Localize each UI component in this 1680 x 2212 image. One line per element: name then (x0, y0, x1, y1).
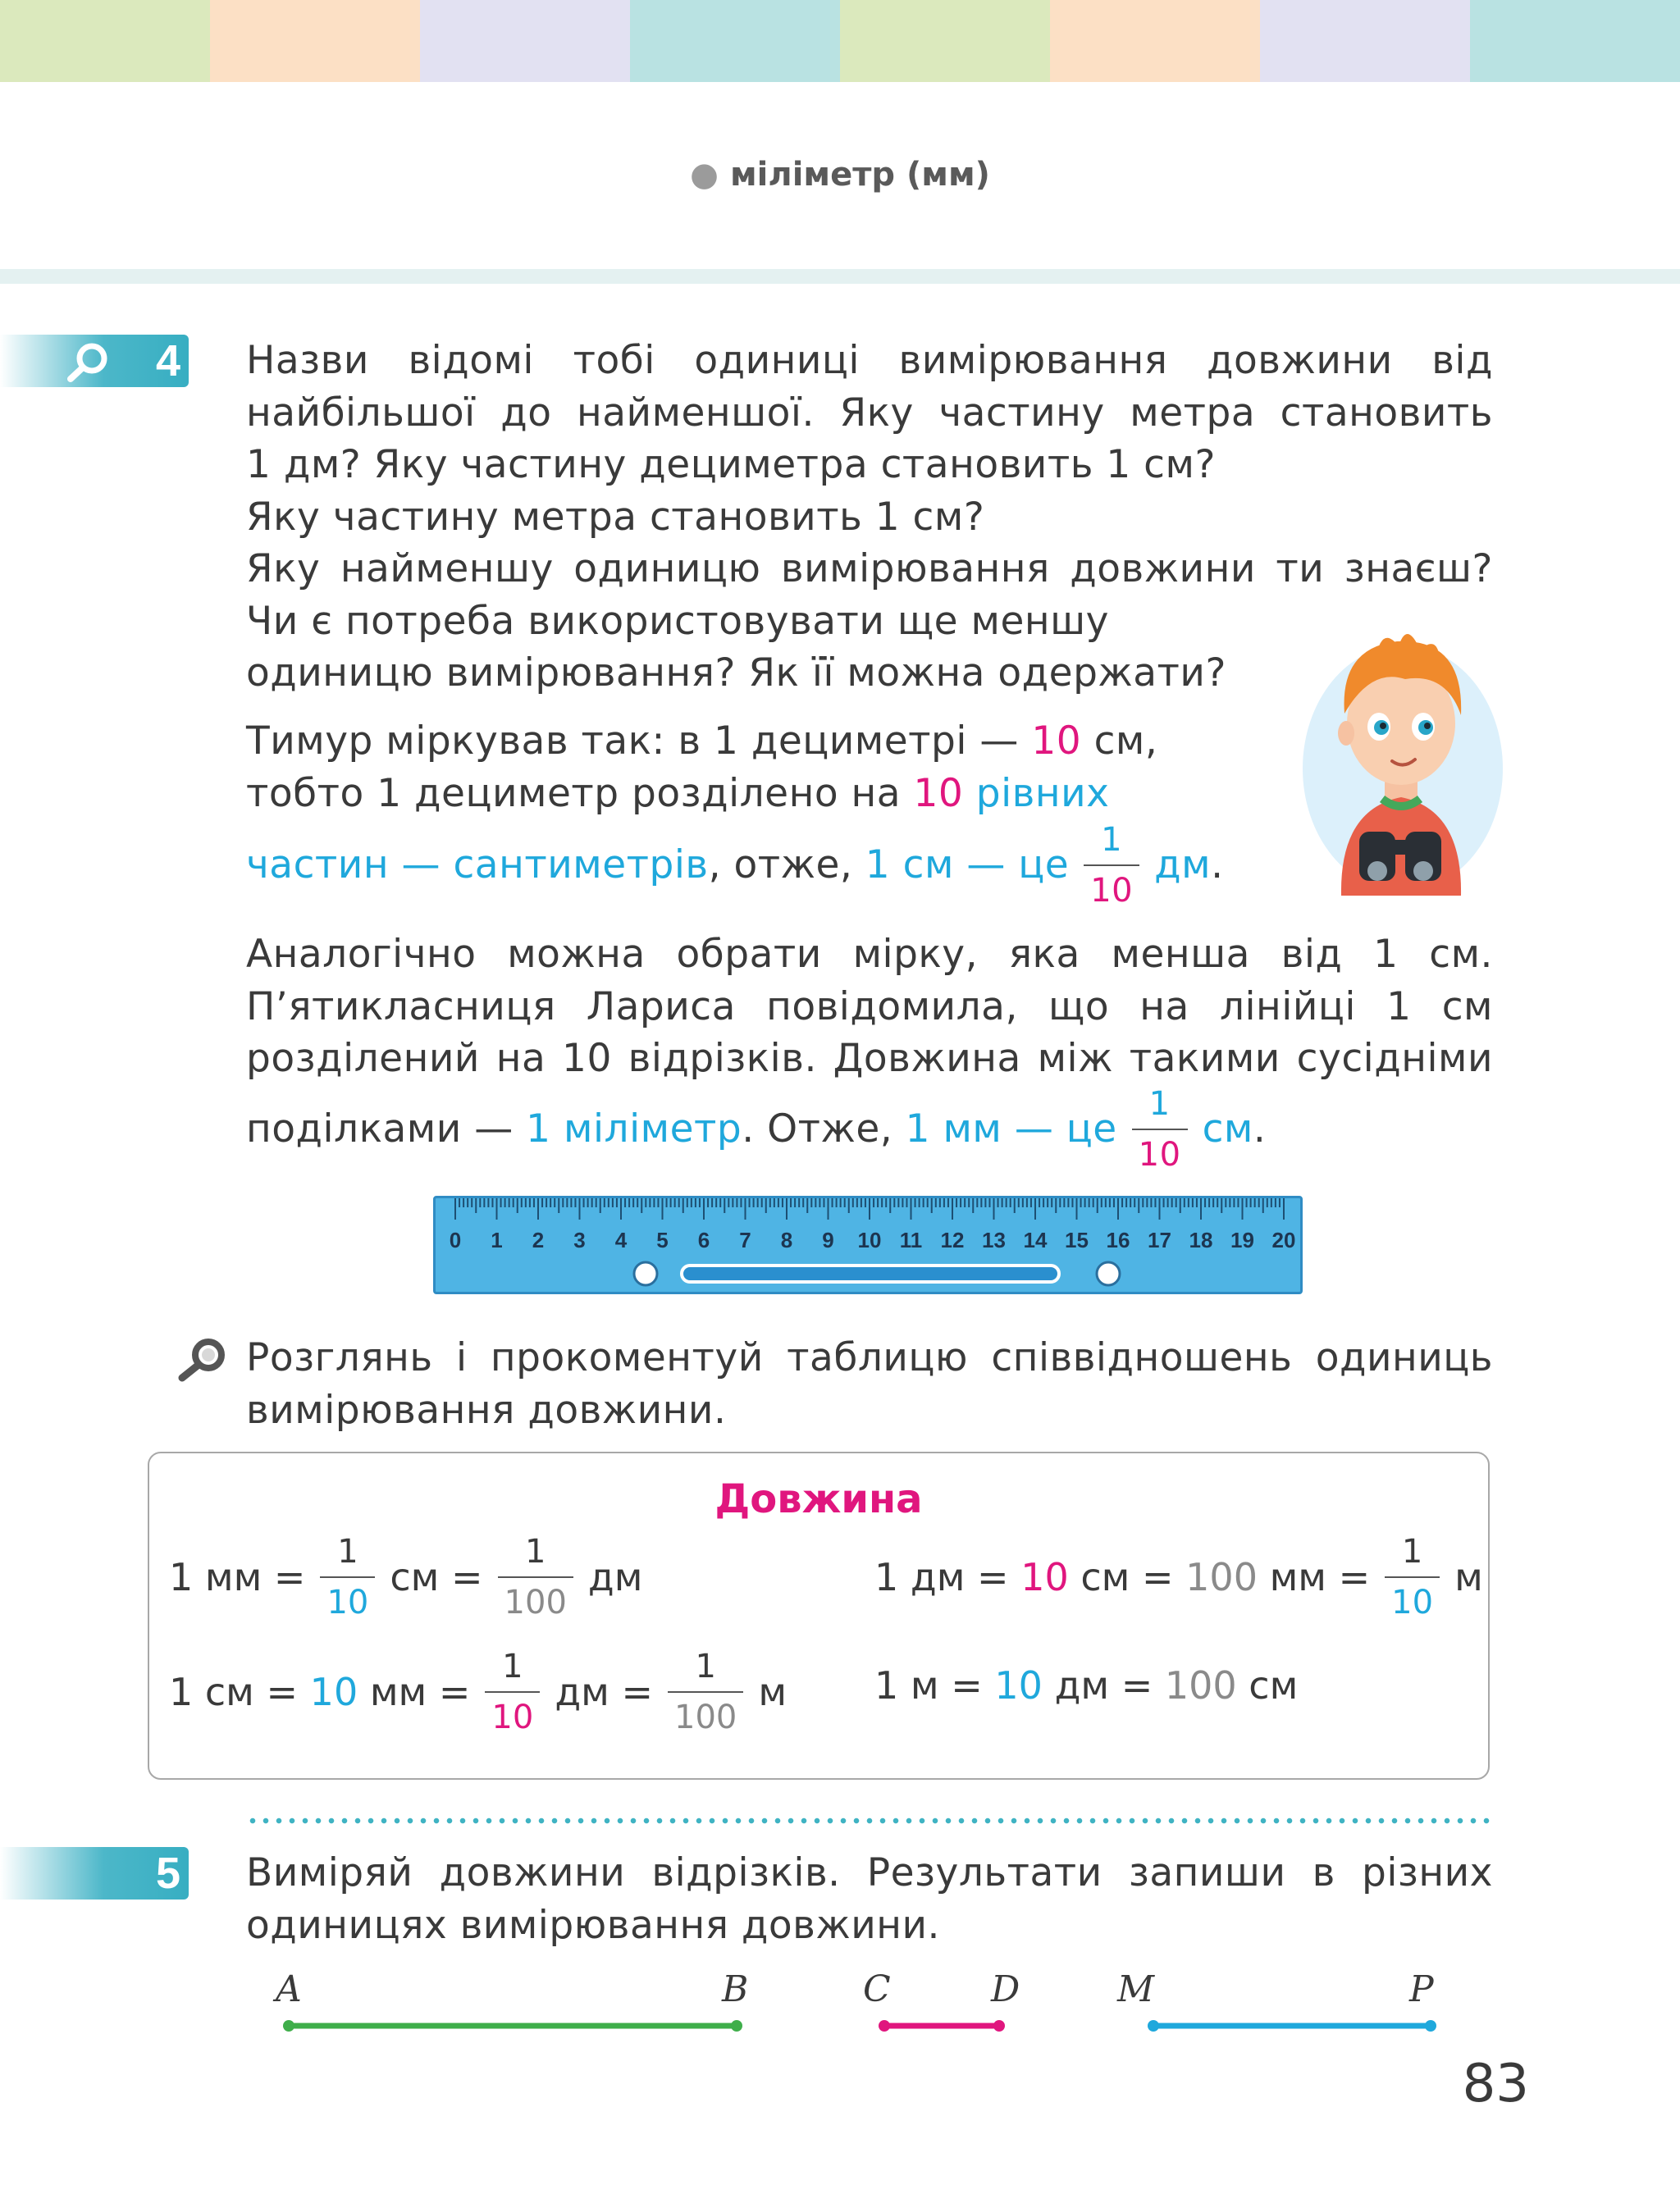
point-d (993, 2020, 1005, 2032)
dotted-separator (246, 1817, 1493, 1824)
larisa-conclusion-line: поділками — 1 міліметр . Отже, 1 мм — це $\frac{1}{10}$ см . (246, 1085, 1267, 1174)
ruler-label: 0 (449, 1228, 462, 1252)
timur-conclusion-line: частин — сантиметрів , отже, 1 см — це $\frac{1}{10}$ дм . (246, 821, 1224, 910)
larisa-paragraph (246, 928, 1493, 1085)
point-b (731, 2020, 742, 2032)
ruler-label: 5 (656, 1228, 669, 1252)
segments-drawing (0, 2009, 1680, 2042)
point-label-p: P (1409, 1968, 1434, 2010)
text-line: найбільшої до найменшої. Яку частину метра становить (246, 390, 1493, 436)
length-relations-table (148, 1452, 1490, 1780)
fraction-1-10: $\frac{1}{10}$ (1132, 1088, 1188, 1171)
stripe-2 (210, 0, 420, 82)
ruler-hole-right (1097, 1262, 1120, 1285)
point-label-b: B (722, 1968, 749, 2010)
point-c (879, 2020, 890, 2032)
task-5-question (246, 1847, 1493, 1951)
text-line: Чи є потреба використовувати ще меншу (246, 598, 1109, 644)
table-intro (246, 1332, 1493, 1436)
point-label-c: C (863, 1968, 891, 2010)
ruler-hole-left (634, 1262, 657, 1285)
fraction: $\frac{1}{10}$ (320, 1535, 375, 1619)
stripe-4 (630, 0, 840, 82)
task-number: 5 (155, 1849, 180, 1898)
stripe-5 (840, 0, 1050, 82)
ruler-label: 6 (697, 1228, 710, 1252)
ruler-label: 8 (780, 1228, 793, 1252)
point-p (1425, 2020, 1436, 2032)
text-line: Яку частину метра становить 1 см? (246, 494, 985, 540)
ruler-label: 20 (1271, 1228, 1296, 1252)
ruler-label: 7 (739, 1228, 751, 1252)
topic-heading: ● міліметр (мм) (690, 156, 990, 194)
ruler-label: 9 (822, 1228, 834, 1252)
row-mm: 1 мм = $\frac{1}{10}$ см = $\frac{1}{100}$ дм (169, 1533, 643, 1621)
ruler-ticks (455, 1198, 1284, 1220)
text-line: розділений на 10 відрізків. Довжина між такими сусідніми (246, 1036, 1493, 1081)
text-line: Виміряй довжини відрізків. Результати запиши в різних (246, 1850, 1493, 1895)
task-5-tab (0, 1847, 189, 1900)
magnifier-icon (176, 1337, 230, 1383)
fraction: $\frac{1}{10}$ (1385, 1535, 1440, 1619)
text-line: одиницях вимірювання довжини. (246, 1902, 940, 1948)
text-line: Назви відомі тобі одиниці вимірювання довжини від (246, 338, 1493, 383)
fraction: $\frac{1}{100}$ (498, 1535, 573, 1619)
ruler-label: 17 (1148, 1228, 1171, 1252)
ruler-label: 15 (1065, 1228, 1089, 1252)
magnifier-icon (66, 341, 113, 382)
table-title: Довжина (714, 1476, 923, 1522)
text-line: П’ятикласниця Лариса повідомила, що на лінійці 1 см (246, 983, 1493, 1029)
stripe-6 (1050, 0, 1260, 82)
ruler-label: 14 (1023, 1228, 1048, 1252)
text-line: Розглянь і прокоментуй таблицю співвідношень одиниць (246, 1335, 1493, 1380)
ruler-label: 18 (1189, 1228, 1213, 1252)
bullet-icon: ● (690, 156, 719, 194)
row-m: 1 м = 10 дм = 100 см (874, 1663, 1299, 1708)
ruler-label: 4 (614, 1228, 628, 1252)
stripe-1 (0, 0, 210, 82)
text-line: Яку найменшу одиницю вимірювання довжини ти знаєш? (246, 546, 1493, 591)
ruler-label: 3 (573, 1228, 586, 1252)
text-line: Аналогічно можна обрати мірку, яка менша від 1 см. (246, 932, 1493, 977)
text-line: вимірювання довжини. (246, 1387, 727, 1433)
point-label-d: D (991, 1968, 1020, 2010)
point-label-m: M (1117, 1968, 1155, 2010)
ruler-label: 10 (857, 1228, 882, 1252)
header-band (0, 269, 1680, 284)
ruler-label: 1 (491, 1228, 503, 1252)
ruler-label: 11 (899, 1228, 923, 1252)
row-cm: 1 см = 10 мм = $\frac{1}{10}$ дм = $\frac{1}{100}$ м (169, 1648, 788, 1736)
text-line: 1 дм? Яку частину дециметра становить 1 см? (246, 442, 1216, 487)
point-a (283, 2020, 294, 2032)
point-label-a: A (276, 1968, 302, 2010)
point-m (1148, 2020, 1159, 2032)
stripe-8 (1470, 0, 1680, 82)
ruler-label: 2 (532, 1228, 545, 1252)
ruler-slot (682, 1266, 1059, 1282)
ruler-illustration (433, 1196, 1303, 1294)
page-number: 83 (1462, 2054, 1529, 2114)
fraction: $\frac{1}{100}$ (668, 1650, 743, 1734)
ruler-label: 19 (1230, 1228, 1254, 1252)
fraction: $\frac{1}{10}$ (485, 1650, 540, 1734)
stripe-7 (1260, 0, 1470, 82)
ruler-label: 16 (1106, 1228, 1130, 1252)
timur-reasoning (246, 715, 1493, 819)
text-line: тобто 1 дециметр розділено на 10 рівних (246, 770, 1110, 816)
header-color-stripes (0, 0, 1680, 82)
ruler-label: 12 (940, 1228, 965, 1252)
text-line: Тимур міркував так: в 1 дециметрі — 10 см, (246, 718, 1158, 764)
row-dm: 1 дм = 10 см = 100 мм = $\frac{1}{10}$ м (874, 1533, 1483, 1621)
fraction-1-10: $\frac{1}{10}$ (1084, 823, 1139, 907)
task-4-tab (0, 335, 189, 387)
text-line: одиницю вимірювання? Як її можна одержати? (246, 650, 1226, 696)
stripe-3 (420, 0, 630, 82)
ruler-label: 13 (982, 1228, 1006, 1252)
task-number: 4 (155, 336, 180, 385)
